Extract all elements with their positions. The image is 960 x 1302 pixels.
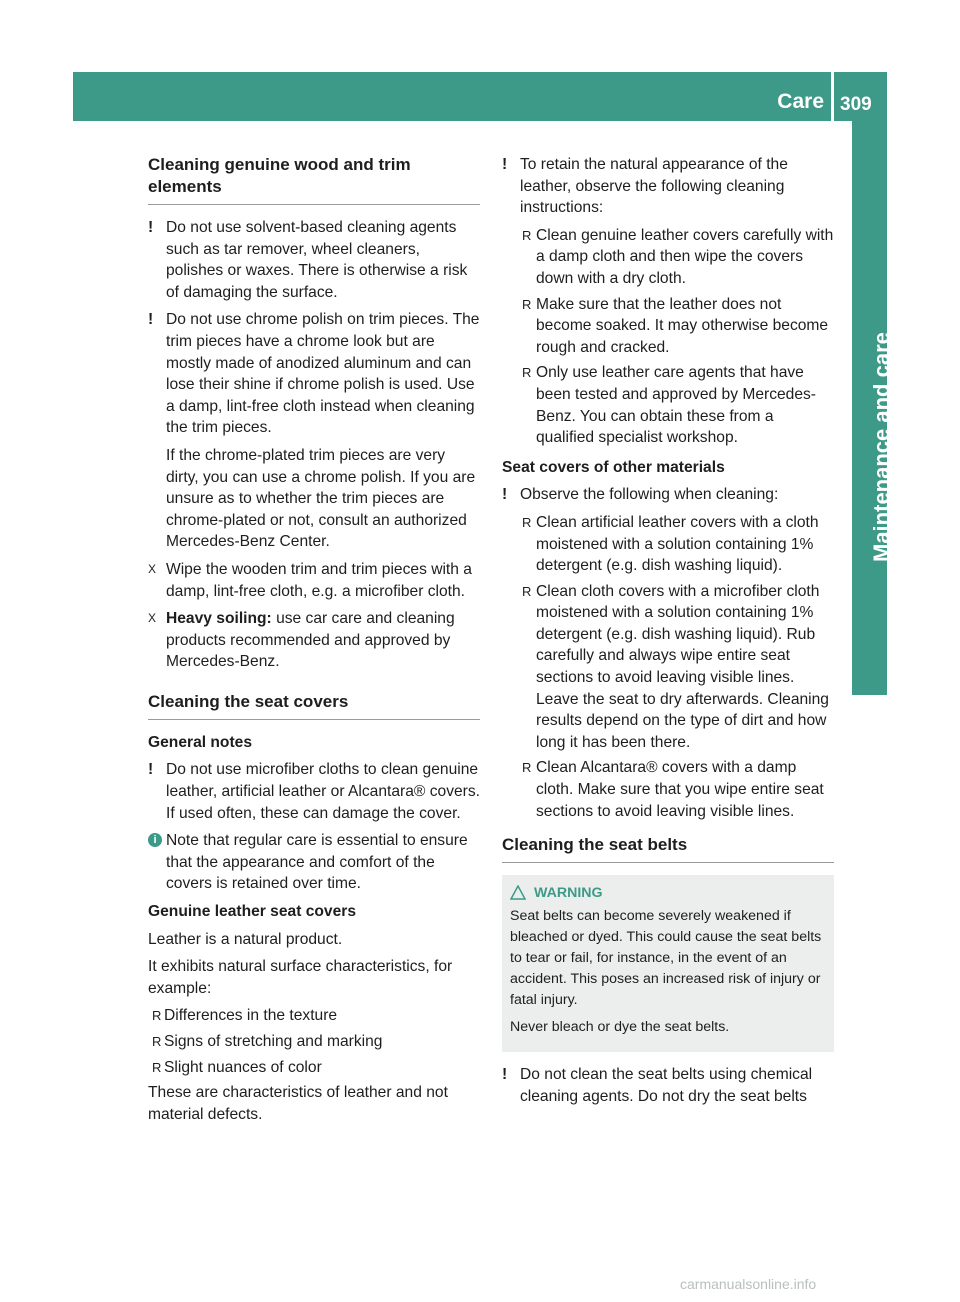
- bullet-icon: R: [522, 296, 532, 312]
- exclamation-icon: !: [148, 311, 154, 329]
- header-divider: [831, 72, 834, 121]
- bullet-icon: R: [152, 1008, 162, 1024]
- list-item: R Clean Alcantara® covers with a damp cloth. Make sure that you wipe entire seat sections to avoid leaving visible lines.: [522, 759, 824, 820]
- heading-seat-belts: Cleaning the seat belts: [502, 834, 834, 863]
- info-regular-care: [148, 830, 480, 895]
- info-icon: i: [148, 833, 162, 847]
- list-item: R Clean artificial leather covers with a cloth moistened with a solution containing 1% detergent (e.g. dish washing liquid).: [522, 513, 819, 575]
- info-text: Note that regular care is essential to ensure that the appearance and comfort of the covers is retained over time.: [166, 832, 468, 893]
- step-arrow-icon: X: [148, 561, 157, 576]
- heading-wood-trim: Cleaning genuine wood and trim elements: [148, 154, 480, 205]
- note-text: Observe the following when cleaning:: [520, 486, 779, 504]
- bullet-icon: R: [152, 1034, 162, 1049]
- list-item: R Clean cloth covers with a microfiber cloth moistened with a solution containing 1% detergent (e.g. dish washing liquid). Rub carefully and always wipe entire seat sections to avoid leaving visible lines. Leave the seat to dry afterwards. Cleaning results depend on the type of dirt and how long it has been there.: [522, 582, 829, 751]
- bullet-icon: R: [522, 365, 532, 381]
- warning-text: Seat belts can become severely weakened if bleached or dyed. This could cause the seat belts to tear or fail, for instance, in the event of an accident. This poses an increased risk of injury or fatal injury.: [510, 908, 822, 1009]
- note-text: To retain the natural appearance of the leather, observe the following cleaning instructions:: [520, 156, 788, 217]
- note-leather-appearance: [502, 154, 834, 219]
- step-wipe: [148, 559, 480, 602]
- heading-other-materials: Seat covers of other materials: [502, 458, 725, 476]
- step-label: Heavy soiling:: [166, 610, 272, 628]
- list-item: R Clean genuine leather covers carefully with a damp cloth and then wipe the covers down with a dry cloth.: [522, 226, 834, 287]
- note-microfiber: [148, 759, 480, 824]
- bullet-icon: R: [522, 227, 532, 243]
- note-text: Do not use solvent-based cleaning agents such as tar remover, wheel cleaners, polishes or waxes. There is otherwise a risk of damaging the surface.: [166, 219, 468, 301]
- exclamation-icon: !: [502, 1066, 508, 1084]
- warning-text: Never bleach or dye the seat belts.: [510, 1019, 730, 1036]
- note-observe: [502, 484, 834, 506]
- list-item: R Differences in the texture: [148, 1005, 480, 1027]
- bullet-icon: R: [152, 1059, 162, 1075]
- list-item: R Make sure that the leather does not become soaked. It may otherwise become rough and cracked.: [522, 295, 829, 356]
- step-heavy-soiling: [148, 608, 480, 673]
- heading-leather-covers: Genuine leather seat covers: [148, 903, 357, 921]
- step-text: Wipe the wooden trim and trim pieces with a damp, lint-free cloth, e.g. a microfiber cloth.: [166, 560, 472, 600]
- exclamation-icon: !: [148, 219, 154, 236]
- paragraph: Leather is a natural product.: [148, 930, 343, 948]
- list-item: R Only use leather care agents that have been tested and approved by Mercedes-Benz. You can obtain these from a qualified specialist workshop.: [522, 364, 817, 447]
- side-tab-label: Maintenance and care: [869, 332, 894, 562]
- warning-box: [502, 875, 834, 1052]
- step-text: use car care and cleaning products recommended and approved by Mercedes-Benz.: [166, 610, 455, 671]
- warning-header: [510, 883, 826, 904]
- warning-title: WARNING: [534, 885, 603, 902]
- heading-seat-covers: Cleaning the seat covers: [148, 691, 480, 720]
- side-tab-marker: [852, 660, 887, 695]
- paragraph: It exhibits natural surface characteristics, for example:: [148, 958, 453, 997]
- note-chemical: [502, 1064, 834, 1107]
- page-section-title: Care: [777, 90, 824, 113]
- exclamation-icon: !: [502, 486, 508, 504]
- bullet-icon: R: [522, 514, 532, 530]
- exclamation-icon: !: [502, 156, 508, 173]
- list-item: R Slight nuances of color: [148, 1057, 480, 1079]
- bullet-icon: R: [522, 760, 532, 776]
- note-text: Do not clean the seat belts using chemical cleaning agents. Do not dry the seat belts: [520, 1066, 813, 1105]
- note-text: Do not use chrome polish on trim pieces. The trim pieces have a chrome look but are mostly made of anodized aluminum and can lose their shine if chrome polish is used. Use a damp, lint-free cloth instead when cleaning the trim pieces.: [166, 311, 480, 437]
- exclamation-icon: !: [148, 761, 154, 779]
- note-chrome: [148, 309, 480, 439]
- note-solvent: [148, 217, 480, 303]
- column-right: [502, 154, 834, 1113]
- list-item: R Signs of stretching and marking: [148, 1031, 480, 1053]
- footer-watermark: carmanualsonline.info: [680, 1276, 817, 1292]
- warning-triangle-icon: [510, 885, 526, 900]
- heading-general-notes: General notes: [148, 733, 252, 751]
- column-left: [148, 154, 480, 1131]
- note-text: Do not use microfiber cloths to clean genuine leather, artificial leather or Alcantara® covers. If used often, these can damage the cover.: [166, 761, 480, 822]
- paragraph: These are characteristics of leather and not material defects.: [148, 1084, 448, 1123]
- bullet-icon: R: [522, 583, 532, 599]
- note-chrome-continued: If the chrome-plated trim pieces are very dirty, you can use a chrome polish. If you are unsure as to whether the trim pieces are chrome-plated or not, consult an authorized Mercedes-Benz Center.: [166, 446, 476, 551]
- header-bar: [73, 72, 887, 121]
- step-arrow-icon: X: [148, 611, 157, 626]
- page-number: 309: [840, 94, 872, 115]
